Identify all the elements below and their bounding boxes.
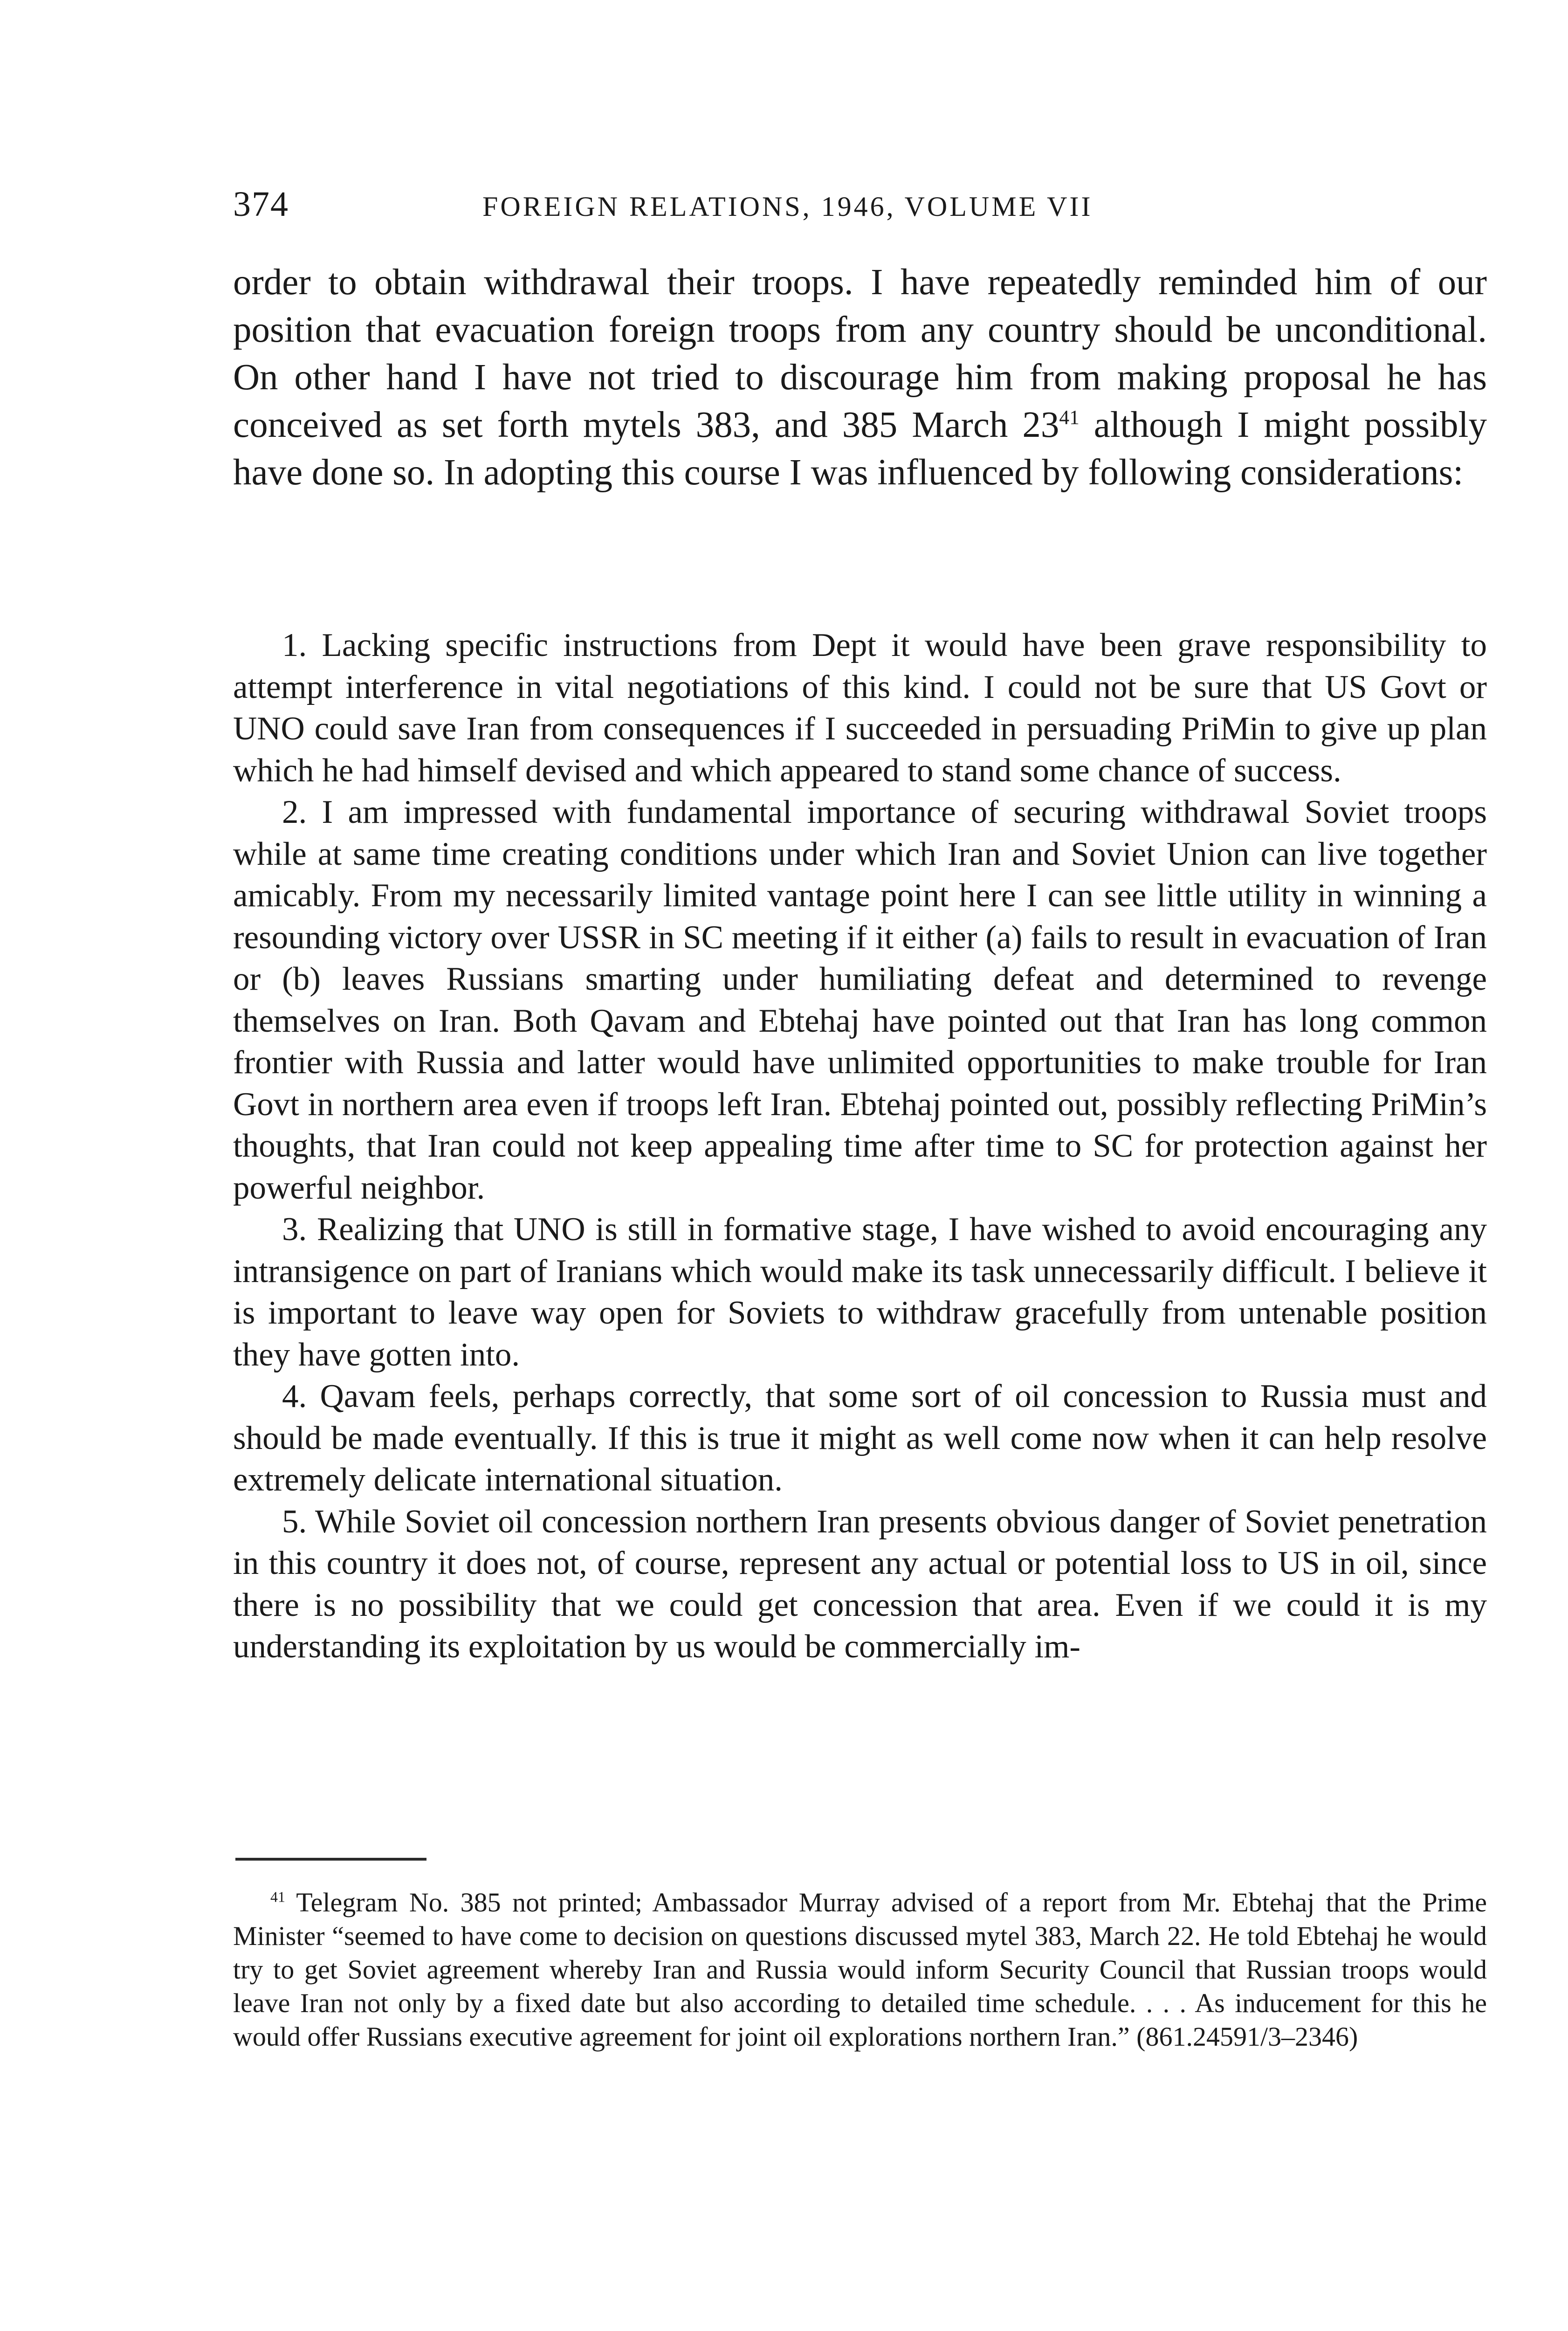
- footnote-number: 41: [270, 1889, 285, 1905]
- footnote-text: Telegram No. 385 not printed; Ambassador Murray advised of a report from Mr. Ebtehaj that the Prime Minister “seemed to have come to decision on questions discussed mytel 383, March 22. He told Ebtehaj he would try to get Soviet agreement whereby Iran and Russia would inform Security Council that Russian troops would leave Iran not only by a fixed date but also according to detailed time schedule. . . . As inducement for this he would offer Russians executive agreement for joint oil explorations northern Iran.” (861.24591/3–2346): [233, 1887, 1487, 2052]
- intro-text-part-1: order to obtain withdrawal their troops. I have repeatedly reminded him of our position that evacuation foreign troops from any country should be unconditional. On other hand I have not tried to discourage him from making proposal he has conceived as set forth mytels 383, and 385 March 23: [233, 262, 1487, 445]
- consideration-item: 1. Lacking specific instructions from Dept it would have been grave responsibility to attempt interference in vital negotiations of this kind. I could not be sure that US Govt or UNO could save Iran from consequences if I succeeded in persuading PriMin to give up plan which he had himself devised and which appeared to stand some chance of success.: [233, 627, 1487, 789]
- page-header: [233, 184, 1492, 235]
- footnote-reference: 41: [1059, 406, 1080, 429]
- considerations-list: [233, 625, 1487, 1668]
- running-head: FOREIGN RELATIONS, 1946, VOLUME VII: [482, 191, 1093, 222]
- footnote: [233, 1886, 1487, 2054]
- intro-text: [233, 259, 1487, 497]
- consideration-item: 4. Qavam feels, perhaps correctly, that some sort of oil concession to Russia must and should be made eventually. If this is true it might as well come now when it can help resolve extremely delicate international situation.: [233, 1378, 1487, 1498]
- page-number: 374: [233, 185, 289, 224]
- consideration-item: 5. While Soviet oil concession northern Iran presents obvious danger of Soviet penetration in this country it does not, of course, represent any actual or potential loss to US in oil, since there is no possibility that we could get concession that area. Even if we could it is my understanding its exploitation by us would be commercially im-: [233, 1503, 1487, 1665]
- footnote-divider: [235, 1858, 426, 1861]
- consideration-item: 3. Realizing that UNO is still in formative stage, I have wished to avoid encouraging any intransigence on part of Iranians which would make its task unnecessarily difficult. I believe it is important to leave way open for Soviets to withdraw gracefully from untenable position they have gotten into.: [233, 1211, 1487, 1373]
- intro-paragraph: [233, 259, 1487, 497]
- consideration-item: 2. I am impressed with fundamental importance of securing withdrawal Soviet troops while at same time creating conditions under which Iran and Soviet Union can live together amicably. From my necessarily limited vantage point here I can see little utility in winning a resounding victory over USSR in SC meeting if it either (a) fails to result in evacuation of Iran or (b) leaves Russians smarting under humiliating defeat and determined to revenge themselves on Iran. Both Qavam and Ebtehaj have pointed out that Iran has long common frontier with Russia and latter would have unlimited opportunities to make trouble for Iran Govt in northern area even if troops left Iran. Ebtehaj pointed out, possibly reflecting PriMin’s thoughts, that Iran could not keep appealing time after time to SC for protection against her powerful neighbor.: [233, 794, 1487, 1206]
- intro-text-part-2: although I might possibly have done so. In adopting this course I was influenced by following considerations:: [233, 405, 1487, 493]
